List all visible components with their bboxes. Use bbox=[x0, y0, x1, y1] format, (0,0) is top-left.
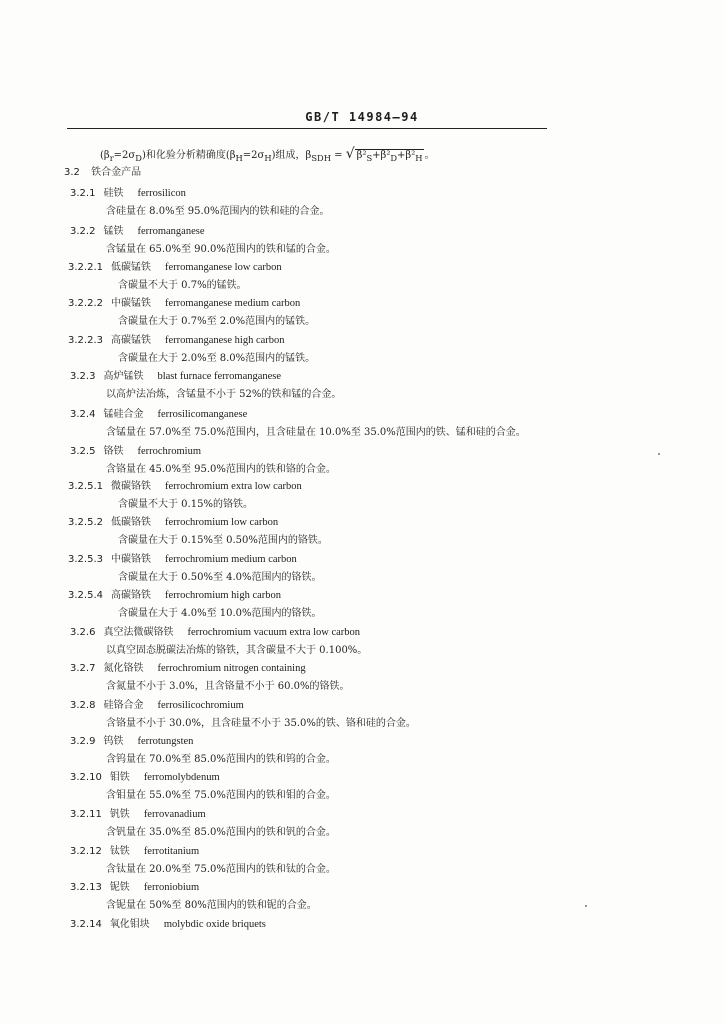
term-definition: 含氮量不小于 3.0%，且含铬量不小于 60.0%的铬铁。 bbox=[106, 681, 350, 692]
term-english: ferrochromium nitrogen containing bbox=[157, 663, 306, 674]
term-chinese: 铌铁 bbox=[109, 882, 130, 893]
term-number: 3.2.9 bbox=[70, 736, 96, 747]
term-english: ferrochromium high carbon bbox=[165, 590, 282, 601]
term-english: ferromanganese high carbon bbox=[165, 335, 285, 346]
term-definition: 含钛量在 20.0%至 75.0%范围内的铁和钛的合金。 bbox=[106, 864, 336, 875]
term-definition: 含碳量不大于 0.7%的锰铁。 bbox=[118, 280, 247, 291]
term-english: ferromanganese medium carbon bbox=[165, 298, 301, 309]
term-number: 3.2.11 bbox=[70, 809, 102, 820]
term-number: 3.2.5 bbox=[70, 446, 96, 457]
term-definition: 含铬量在 45.0%至 95.0%范围内的铁和铬的合金。 bbox=[106, 464, 336, 475]
header-rule bbox=[67, 128, 547, 129]
term-chinese: 钨铁 bbox=[103, 736, 124, 747]
term-number: 3.2.10 bbox=[70, 772, 102, 783]
term-entry bbox=[70, 408, 247, 422]
term-chinese: 硅铁 bbox=[103, 188, 124, 199]
term-definition: 含钼量在 55.0%至 75.0%范围内的铁和钼的合金。 bbox=[106, 790, 336, 801]
term-chinese: 中碳锰铁 bbox=[111, 298, 151, 309]
term-entry bbox=[70, 881, 199, 895]
term-english: ferrotitanium bbox=[143, 846, 200, 857]
term-entry bbox=[68, 297, 300, 311]
term-chinese: 钛铁 bbox=[109, 846, 130, 857]
term-number: 3.2.1 bbox=[70, 188, 96, 199]
term-definition: 含碳量在大于 2.0%至 8.0%范围内的锰铁。 bbox=[118, 353, 316, 364]
term-definition: 含碳量在大于 4.0%至 10.0%范围内的铬铁。 bbox=[118, 608, 322, 619]
term-chinese: 铬铁 bbox=[103, 446, 124, 457]
term-english: ferrosilicomanganese bbox=[157, 409, 248, 420]
term-number: 3.2.2.3 bbox=[68, 335, 103, 346]
scan-speck bbox=[585, 905, 587, 907]
term-number: 3.2.12 bbox=[70, 846, 102, 857]
term-entry bbox=[70, 845, 199, 859]
term-entry bbox=[68, 553, 297, 567]
term-chinese: 高炉锰铁 bbox=[103, 371, 144, 382]
term-entry bbox=[70, 699, 244, 713]
term-entry bbox=[68, 261, 282, 275]
term-definition: 含锰量在 57.0%至 75.0%范围内，且含硅量在 10.0%至 35.0%范围内的铁、锰和硅的合金。 bbox=[106, 427, 526, 438]
term-chinese: 氮化铬铁 bbox=[103, 663, 144, 674]
term-english: ferrochromium vacuum extra low carbon bbox=[187, 627, 361, 638]
term-english: ferrovanadium bbox=[143, 809, 206, 820]
term-number: 3.2.2.1 bbox=[68, 262, 103, 273]
term-number: 3.2.7 bbox=[70, 663, 96, 674]
term-definition: 含硅量在 8.0%至 95.0%范围内的铁和硅的合金。 bbox=[106, 206, 330, 217]
term-number: 3.2.5.4 bbox=[68, 590, 103, 601]
term-entry bbox=[68, 480, 302, 494]
term-english: ferrochromium low carbon bbox=[165, 517, 279, 528]
term-definition: 以真空固态脱碳法冶炼的铬铁，其含碳量不大于 0.100%。 bbox=[106, 645, 368, 656]
term-english: blast furnace ferromanganese bbox=[157, 371, 282, 382]
term-entry bbox=[70, 771, 220, 785]
term-chinese: 氧化钼块 bbox=[109, 919, 150, 930]
term-entry bbox=[70, 187, 186, 201]
term-number: 3.2.5.3 bbox=[68, 554, 103, 565]
term-number: 3.2.6 bbox=[70, 627, 96, 638]
term-chinese: 锰硅合金 bbox=[103, 409, 144, 420]
term-definition: 含铬量不小于 30.0%，且含硅量不小于 35.0%的铁、铬和硅的合金。 bbox=[106, 718, 416, 729]
term-english: ferroniobium bbox=[143, 882, 200, 893]
term-definition: 含碳量在大于 0.50%至 4.0%范围内的铬铁。 bbox=[118, 572, 322, 583]
term-definition: 含碳量在大于 0.15%至 0.50%范围内的铬铁。 bbox=[118, 535, 328, 546]
precision-formula-line: $(\beta_r=2\sigma_D)$和化验分析精确度$(\beta_H=2\sigma_H)$组成，$\beta_{SDH}$ = √ $\beta^2_S+\beta^2_D+\beta^2_H$ 。 bbox=[100, 146, 435, 163]
term-number: 3.2.2 bbox=[70, 226, 96, 237]
term-number: 3.2.2.2 bbox=[68, 298, 103, 309]
term-english: ferrotungsten bbox=[137, 736, 194, 747]
term-entry bbox=[70, 225, 205, 239]
term-chinese: 高碳锰铁 bbox=[111, 335, 151, 346]
term-entry bbox=[70, 808, 206, 822]
term-english: ferrosilicochromium bbox=[157, 700, 244, 711]
term-definition: 含碳量不大于 0.15%的铬铁。 bbox=[118, 499, 253, 510]
term-chinese: 真空法微碳铬铁 bbox=[103, 627, 174, 638]
term-chinese: 硅铬合金 bbox=[103, 700, 144, 711]
standard-number-header: GB/T 14984—94 bbox=[305, 110, 419, 124]
term-number: 3.2.14 bbox=[70, 919, 102, 930]
term-chinese: 钒铁 bbox=[109, 809, 130, 820]
term-number: 3.2.5.2 bbox=[68, 517, 103, 528]
term-definition: 含钒量在 35.0%至 85.0%范围内的铁和钒的合金。 bbox=[106, 827, 336, 838]
term-chinese: 锰铁 bbox=[103, 226, 124, 237]
term-entry bbox=[70, 370, 281, 384]
term-entry bbox=[68, 589, 281, 603]
section-number: 3.2 bbox=[64, 167, 80, 178]
section-heading bbox=[64, 166, 141, 180]
term-english: ferromanganese bbox=[137, 226, 205, 237]
term-definition: 含碳量在大于 0.7%至 2.0%范围内的锰铁。 bbox=[118, 316, 316, 327]
term-number: 3.2.5.1 bbox=[68, 481, 103, 492]
term-number: 3.2.8 bbox=[70, 700, 96, 711]
term-entry bbox=[70, 918, 266, 932]
term-entry bbox=[70, 662, 306, 676]
term-chinese: 微碳铬铁 bbox=[111, 481, 151, 492]
term-english: ferrosilicon bbox=[137, 188, 186, 199]
term-english: molybdic oxide briquets bbox=[163, 919, 266, 930]
term-english: ferrochromium bbox=[137, 446, 202, 457]
section-title: 铁合金产品 bbox=[91, 167, 142, 178]
term-chinese: 钼铁 bbox=[109, 772, 130, 783]
term-chinese: 中碳铬铁 bbox=[111, 554, 151, 565]
term-entry bbox=[68, 334, 285, 348]
scan-speck bbox=[658, 453, 660, 455]
term-number: 3.2.4 bbox=[70, 409, 96, 420]
term-definition: 含锰量在 65.0%至 90.0%范围内的铁和锰的合金。 bbox=[106, 244, 336, 255]
term-english: ferromanganese low carbon bbox=[165, 262, 282, 273]
term-definition: 以高炉法冶炼，含锰量不小于 52%的铁和锰的合金。 bbox=[106, 389, 342, 400]
term-definition: 含钨量在 70.0%至 85.0%范围内的铁和钨的合金。 bbox=[106, 754, 336, 765]
term-entry bbox=[70, 735, 193, 749]
term-chinese: 低碳铬铁 bbox=[111, 517, 151, 528]
term-chinese: 低碳锰铁 bbox=[111, 262, 151, 273]
term-english: ferrochromium medium carbon bbox=[165, 554, 297, 565]
term-chinese: 高碳铬铁 bbox=[111, 590, 151, 601]
term-english: ferrochromium extra low carbon bbox=[165, 481, 302, 492]
term-number: 3.2.3 bbox=[70, 371, 96, 382]
term-definition: 含铌量在 50%至 80%范围内的铁和铌的合金。 bbox=[106, 900, 317, 911]
term-entry bbox=[68, 516, 278, 530]
term-number: 3.2.13 bbox=[70, 882, 102, 893]
term-english: ferromolybdenum bbox=[143, 772, 220, 783]
term-entry bbox=[70, 626, 360, 640]
term-entry bbox=[70, 445, 201, 459]
